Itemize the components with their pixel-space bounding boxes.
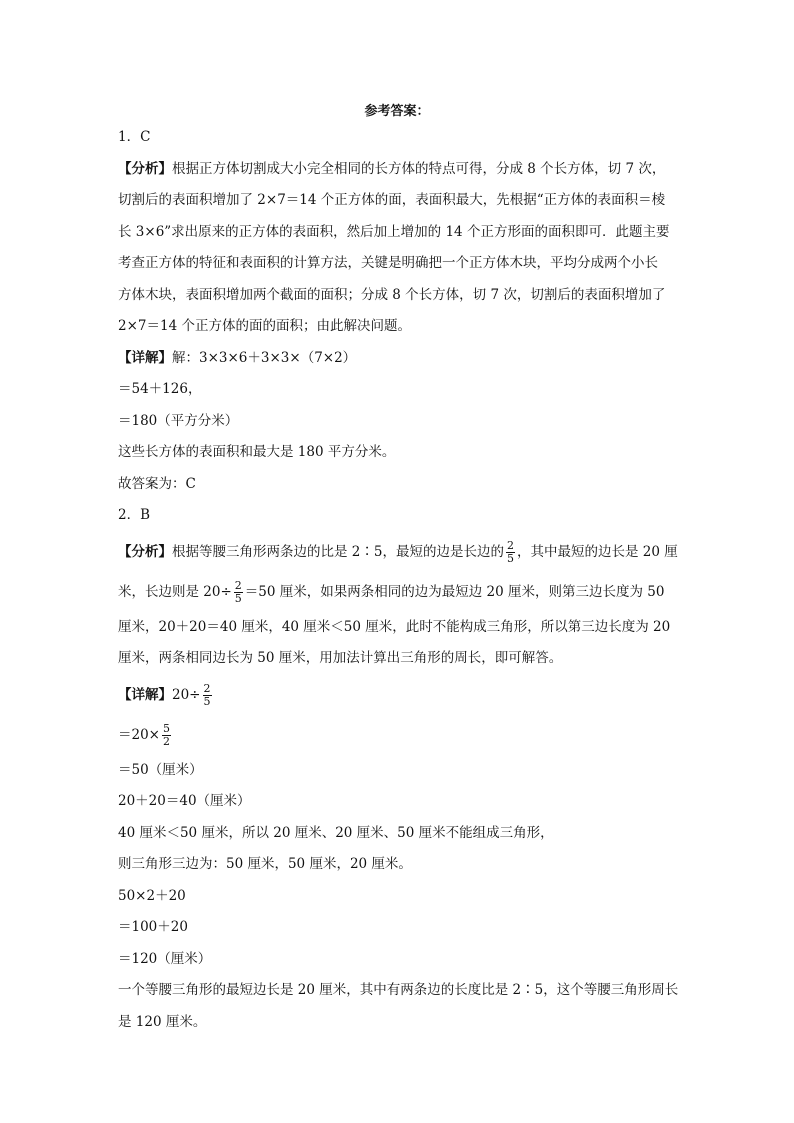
detail-tag: 【详解】: [118, 349, 172, 366]
q1-detail-line: ＝54＋126，: [118, 381, 202, 397]
q1-detail-line: ＝180（平方分米）: [118, 412, 239, 429]
q2-detail-line: 【详解】20÷ $\frac{2}{5}$: [118, 681, 211, 708]
detail-tag: 【详解】: [118, 686, 172, 703]
q2-detail-line: 是 120 厘米。: [118, 1013, 207, 1030]
fraction-5-2: $\frac{5}{2}$: [163, 721, 170, 748]
q2-detail-line: ＝50（厘米）: [118, 761, 203, 778]
q1-analysis-line: 长 3×6”求出原来的正方体的表面积，然后加上增加的 14 个正方形面的面积即可．此题主要: [118, 223, 670, 240]
q1-detail-line: 这些长方体的表面积和最大是 180 平方分米。: [118, 444, 396, 460]
q1-answer: 1．C: [118, 129, 151, 145]
q2-analysis-line: 厘米，两条相同边长为 50 厘米，用加法计算出三角形的周长，即可解答。: [118, 650, 563, 666]
q1-detail-line: 【详解】解：3×3×6＋3×3×（7×2）: [118, 349, 357, 366]
q1-analysis-line: 方体木块，表面积增加两个截面的面积；分成 8 个长方体，切 7 次，切割后的表面积增加了: [118, 286, 666, 303]
q2-answer: 2．B: [118, 507, 151, 523]
analysis-tag: 【分析】: [118, 543, 172, 560]
q2-detail-line: 则三角形三边为：50 厘米，50 厘米，20 厘米。: [118, 856, 412, 872]
page-title: 参考答案：: [364, 104, 430, 119]
q1-detail-line: 故答案为：C: [118, 475, 196, 492]
q2-detail-line: 40 厘米＜50 厘米，所以 20 厘米、20 厘米、50 厘米不能组成三角形，: [118, 824, 554, 841]
q2-detail-line: ＝100＋20: [118, 919, 188, 935]
q1-analysis-line: 切割后的表面积增加了 2×7＝14 个正方体的面，表面积最大，先根据“正方体的表面积＝棱: [118, 192, 666, 208]
fraction-2-5: $\frac{2}{5}$: [234, 578, 242, 605]
q1-analysis-line: 【分析】根据正方体切割成大小完全相同的长方体的特点可得，分成 8 个长方体，切 7 次，: [118, 160, 666, 177]
q2-analysis-line: 厘米，20＋20＝40 厘米，40 厘米＜50 厘米，此时不能构成三角形，所以第三边长度为 20: [118, 618, 671, 635]
q2-analysis-line: 米，长边则是 20÷ $\frac{2}{5}$ ＝50 厘米，如果两条相同的边为最短边 20 厘米，则第三边长度为 50: [118, 578, 665, 605]
q2-detail-line: ＝120（厘米）: [118, 950, 212, 967]
analysis-tag: 【分析】: [118, 160, 172, 177]
fraction-2-5: $\frac{2}{5}$: [506, 538, 514, 565]
q2-detail-line: 一个等腰三角形的最短边长是 20 厘米，其中有两条边的长度比是 2∶5，这个等腰三角形周长: [118, 982, 679, 998]
answer-content: [118, 122, 678, 1038]
q2-detail-line: 20＋20＝40（厘米）: [118, 793, 251, 809]
q2-detail-line: 50×2＋20: [118, 887, 186, 904]
q2-detail-line: ＝20× $\frac{5}{2}$: [118, 721, 170, 748]
fraction-2-5: $\frac{2}{5}$: [203, 681, 211, 708]
q1-analysis-line: 考查正方体的特征和表面积的计算方法，关键是明确把一个正方体木块，平均分成两个小长: [118, 255, 658, 271]
q1-analysis-line: 2×7＝14 个正方体的面的面积；由此解决问题。: [118, 318, 411, 334]
q2-analysis-line: 【分析】根据等腰三角形两条边的比是 2∶5，最短的边是长边的 $\frac{2}{5}$ ，其中最短的边长是 20 厘: [118, 538, 678, 565]
